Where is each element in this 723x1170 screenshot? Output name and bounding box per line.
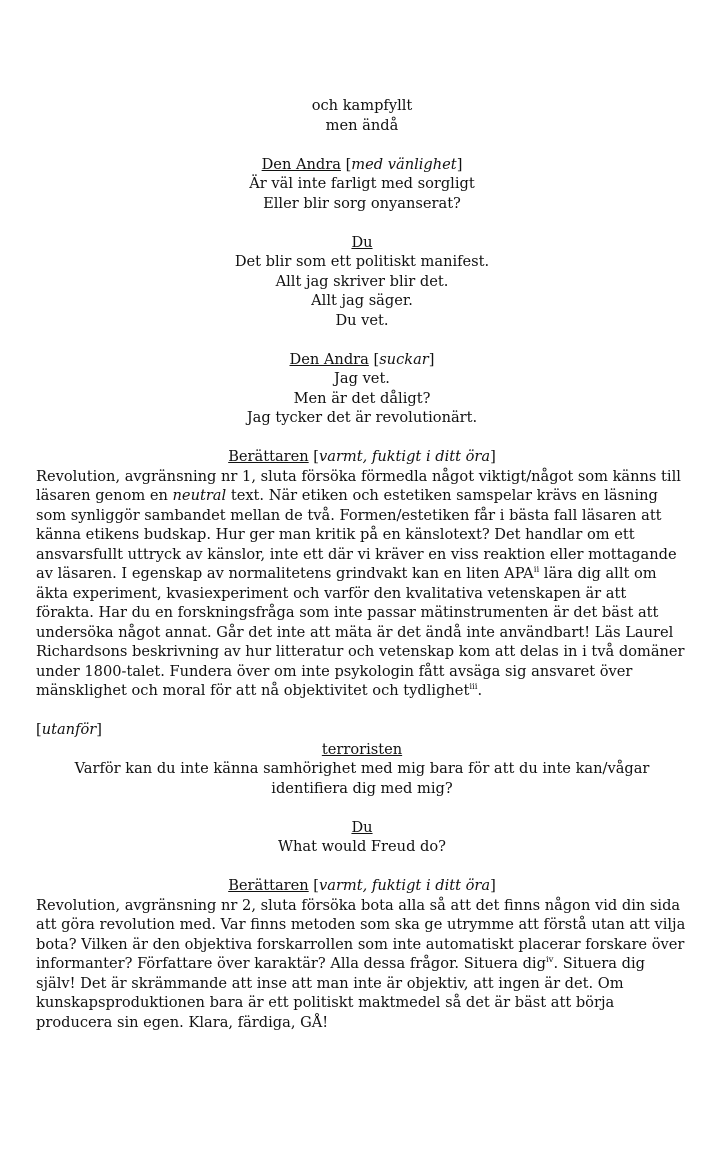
- verse-line: Det blir som ett politiskt manifest.: [234, 253, 490, 270]
- speaker-heading: Berättaren [varmt, fuktigt i ditt öra]: [228, 448, 496, 465]
- speaker-name: Den Andra: [289, 350, 369, 368]
- verse-line: Eller blir sorg onyanserat?: [263, 194, 461, 212]
- speaker-name: Berättaren: [228, 877, 309, 894]
- verse-line: Varför kan du inte känna samhörighet med mig bara för att du inte kan/vågar identifiera dig med mig?: [74, 760, 650, 797]
- document-page: [36, 96, 688, 1032]
- footnote-ref-ii[interactable]: ii: [533, 565, 540, 576]
- verse-line: Jag vet.: [334, 370, 390, 387]
- verse-line: Jag tycker det är revolutionärt.: [246, 409, 478, 426]
- speaker-name: Berättaren: [228, 448, 309, 465]
- speaker-heading: [36, 740, 688, 760]
- stage-direction: suckar: [379, 350, 429, 368]
- stage-direction: varmt, fuktigt i ditt öra: [319, 448, 491, 465]
- stage-direction: varmt, fuktigt i ditt öra: [319, 877, 491, 894]
- speaker-heading: [36, 818, 688, 838]
- speaker-heading: [36, 233, 688, 253]
- speaker-name: Den Andra: [261, 155, 341, 173]
- verse-line: Allt jag säger.: [311, 292, 413, 309]
- footnote-ref-iv[interactable]: iv: [545, 955, 554, 966]
- speaker-name: Du: [351, 818, 373, 836]
- verse-line: och kampfyllt: [311, 97, 413, 114]
- speaker-name: terroristen: [321, 740, 403, 758]
- verse-line: Du vet.: [335, 311, 389, 329]
- speaker-heading: Den Andra [med vänlighet]: [261, 155, 463, 173]
- verse-line: Är väl inte farligt med sorgligt: [249, 175, 475, 192]
- stage-direction-line: [utanför]: [36, 721, 102, 738]
- verse-line: men ändå: [325, 116, 399, 134]
- speaker-heading: Den Andra [suckar]: [289, 350, 435, 368]
- speaker-heading: Berättaren [varmt, fuktigt i ditt öra]: [228, 877, 496, 894]
- verse-line: Allt jag skriver blir det.: [275, 272, 449, 290]
- verse-line: What would Freud do?: [278, 838, 446, 855]
- stage-direction: med vänlighet: [351, 155, 457, 173]
- prose-paragraph: Revolution, avgränsning nr 2, sluta försöka bota alla så att det finns någon vid din sida att göra revolution med. Var finns metoden som ska ge utrymme att förstå utan att vilja bota? Vilken är den objektiva forskarrollen som inte automatiskt placerar forskare över informanter? Författare över karaktär? Alla dessa frågor. Situera dig$^{iv}$. Situera dig själv! Det är skrämmande att inse att man inte är objektiv, att ingen är det. Om kunskapsproduktionen bara är ett politiskt maktmedel så det är bäst att börja producera sin egen. Klara, färdiga, GÅ!: [36, 896, 686, 1031]
- footnote-ref-iii[interactable]: iii: [469, 682, 478, 693]
- prose-paragraph: Revolution, avgränsning nr 1, sluta försöka förmedla något viktigt/något som känns till läsaren genom en neutral text. När etiken och estetiken samspelar krävs en läsning som synliggör sambandet mellan de två. Formen/estetiken får i bästa fall läsaren att känna etikens budskap. Hur ger man kritik på en känslotext? Det handlar om ett ansvarsfullt uttryck av känslor, inte ett där vi kräver en viss reaktion eller mottagande av läsaren. I egenskap av normalitetens grindvakt kan en liten APA$^{ii}$ lära dig allt om äkta experiment, kvasiexperiment och varför den kvalitativa vetenskapen är att förakta. Har du en forskningsfråga som inte passar mätinstrumenten är det bäst att undersöka något annat. Går det inte att mäta är det ändå inte användbart! Läs Laurel Richardsons beskrivning av hur litteratur och vetenskap kom att delas in i två domäner under 1800-talet. Fundera över om inte psykologin fått avsäga sig ansvaret över mänsklighet och moral för att nå objektivitet och tydlighet$^{iii}$.: [36, 467, 685, 699]
- speaker-name: Du: [351, 233, 373, 251]
- verse-line: Men är det dåligt?: [293, 389, 431, 407]
